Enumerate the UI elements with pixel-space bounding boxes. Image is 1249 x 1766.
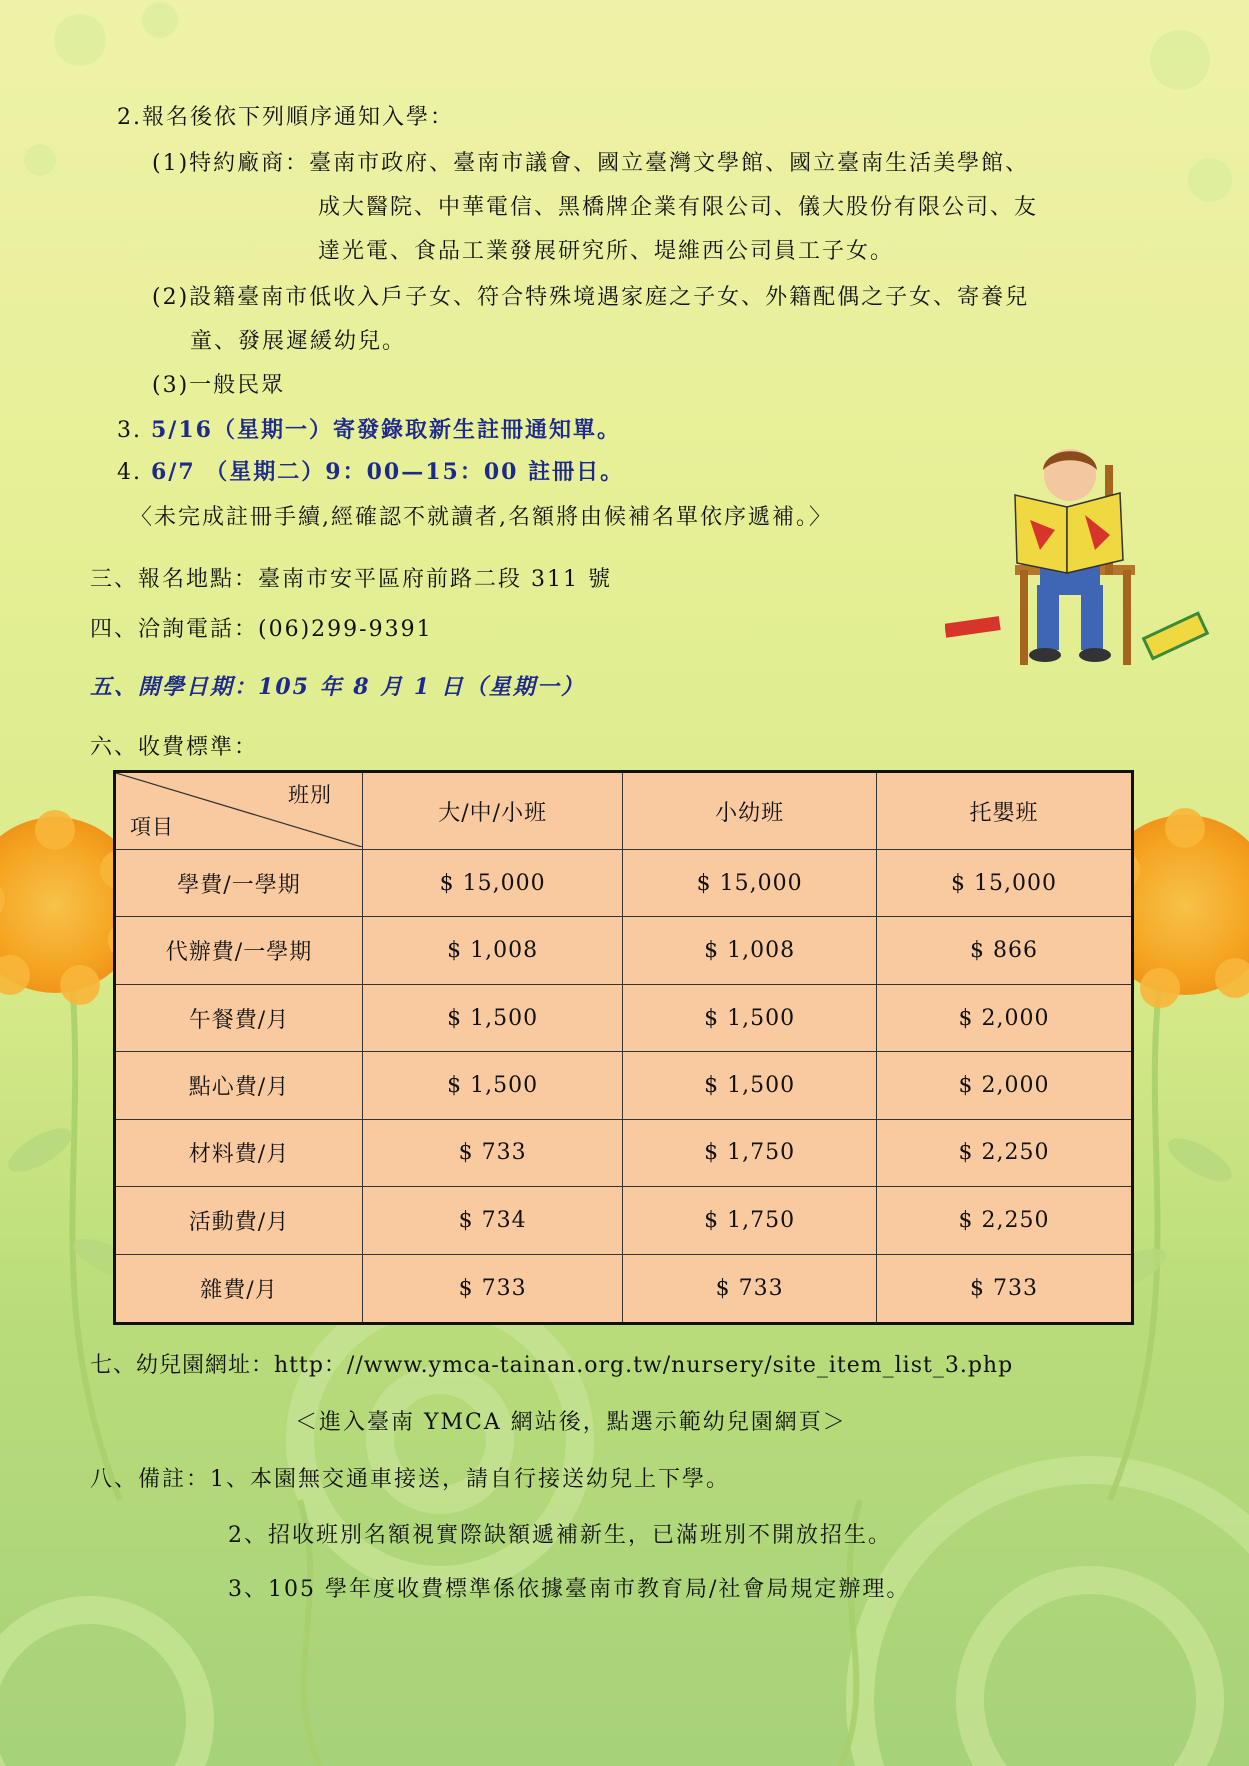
fee-cell: $ 2,000 <box>877 1052 1133 1119</box>
fee-table <box>113 770 1134 1325</box>
table-row <box>115 850 1133 917</box>
column-header: 小幼班 <box>623 772 877 850</box>
fee-cell: $ 1,750 <box>623 1187 877 1254</box>
corner-label-class: 班別 <box>288 783 332 807</box>
fee-cell: $ 1,750 <box>623 1119 877 1186</box>
item-4 <box>117 455 624 486</box>
item-3 <box>117 413 621 444</box>
priority-3: (3)一般民眾 <box>152 373 286 398</box>
priority-2-line-2: 童、發展遲緩幼兒。 <box>190 329 407 354</box>
phone: 四、洽詢電話：(06)299-9391 <box>90 617 433 642</box>
table-row <box>115 1187 1133 1254</box>
fee-cell: $ 733 <box>363 1254 623 1323</box>
item-4-text: 6/7 （星期二）9：00—15：00 註冊日。 <box>151 459 625 485</box>
row-item: 午餐費/月 <box>115 984 363 1051</box>
fee-cell: $ 733 <box>623 1254 877 1323</box>
row-item: 代辦費/一學期 <box>115 917 363 984</box>
website-note: ＜進入臺南 YMCA 網站後，點選示範幼兒園網頁＞ <box>295 1410 847 1435</box>
website: 七、幼兒園網址：http：//www.ymca-tainan.org.tw/nursery/site_item_list_3.php <box>90 1353 1014 1378</box>
remark-3: 3、105 學年度收費標準係依據臺南市教育局/社會局規定辦理。 <box>228 1577 911 1602</box>
location: 三、報名地點：臺南市安平區府前路二段 311 號 <box>90 567 612 592</box>
table-row <box>115 917 1133 984</box>
fee-cell: $ 1,500 <box>363 1052 623 1119</box>
fee-cell: $ 1,500 <box>623 984 877 1051</box>
fee-cell: $ 866 <box>877 917 1133 984</box>
item-3-text: 5/16（星期一）寄發錄取新生註冊通知單。 <box>151 417 621 443</box>
item-3-number: 3. <box>117 418 142 443</box>
fee-cell: $ 1,500 <box>363 984 623 1051</box>
table-row <box>115 1052 1133 1119</box>
row-item: 點心費/月 <box>115 1052 363 1119</box>
start-date <box>90 670 585 701</box>
remark-1: 八、備註：1、本園無交通車接送，請自行接送幼兒上下學。 <box>90 1467 730 1492</box>
corner-label-item: 項目 <box>130 815 174 839</box>
fee-cell: $ 1,008 <box>623 917 877 984</box>
priority-2-line-1: (2)設籍臺南市低收入戶子女、符合特殊境遇家庭之子女、外籍配偶之子女、寄養兒 <box>152 285 1030 310</box>
column-header: 大/中/小班 <box>363 772 623 850</box>
fee-cell: $ 15,000 <box>363 850 623 917</box>
fee-cell: $ 15,000 <box>877 850 1133 917</box>
table-row <box>115 984 1133 1051</box>
register-note: 〈未完成註冊手續,經確認不就讀者,名額將由候補名單依序遞補。〉 <box>130 505 833 530</box>
table-row <box>115 1254 1133 1323</box>
fee-cell: $ 15,000 <box>623 850 877 917</box>
fee-cell: $ 2,000 <box>877 984 1133 1051</box>
table-header-row <box>115 772 1133 850</box>
table-row <box>115 1119 1133 1186</box>
start-date-value: 105 年 8 月 1 日（星期一） <box>258 674 585 700</box>
priority-1-line-2: 成大醫院、中華電信、黑橋牌企業有限公司、儀大股份有限公司、友 <box>318 195 1039 220</box>
fee-cell: $ 1,500 <box>623 1052 877 1119</box>
fee-cell: $ 2,250 <box>877 1187 1133 1254</box>
column-header: 托嬰班 <box>877 772 1133 850</box>
fee-cell: $ 733 <box>877 1254 1133 1323</box>
item-4-number: 4. <box>117 460 142 485</box>
table-corner-cell <box>115 772 363 850</box>
row-item: 活動費/月 <box>115 1187 363 1254</box>
fee-cell: $ 1,008 <box>363 917 623 984</box>
fee-cell: $ 733 <box>363 1119 623 1186</box>
row-item: 學費/一學期 <box>115 850 363 917</box>
fee-cell: $ 734 <box>363 1187 623 1254</box>
row-item: 雜費/月 <box>115 1254 363 1323</box>
priority-1-line-3: 達光電、食品工業發展研究所、堤維西公司員工子女。 <box>318 239 895 264</box>
remark-2: 2、招收班別名額視實際缺額遞補新生，已滿班別不開放招生。 <box>228 1523 892 1548</box>
fees-title: 六、收費標準： <box>90 735 259 760</box>
fee-cell: $ 2,250 <box>877 1119 1133 1186</box>
start-date-label: 五、開學日期： <box>90 674 259 700</box>
priority-1-line-1: (1)特約廠商：臺南市政府、臺南市議會、國立臺灣文學館、國立臺南生活美學館、 <box>152 151 1030 176</box>
row-item: 材料費/月 <box>115 1119 363 1186</box>
enroll-heading: 2.報名後依下列順序通知入學： <box>117 105 454 130</box>
